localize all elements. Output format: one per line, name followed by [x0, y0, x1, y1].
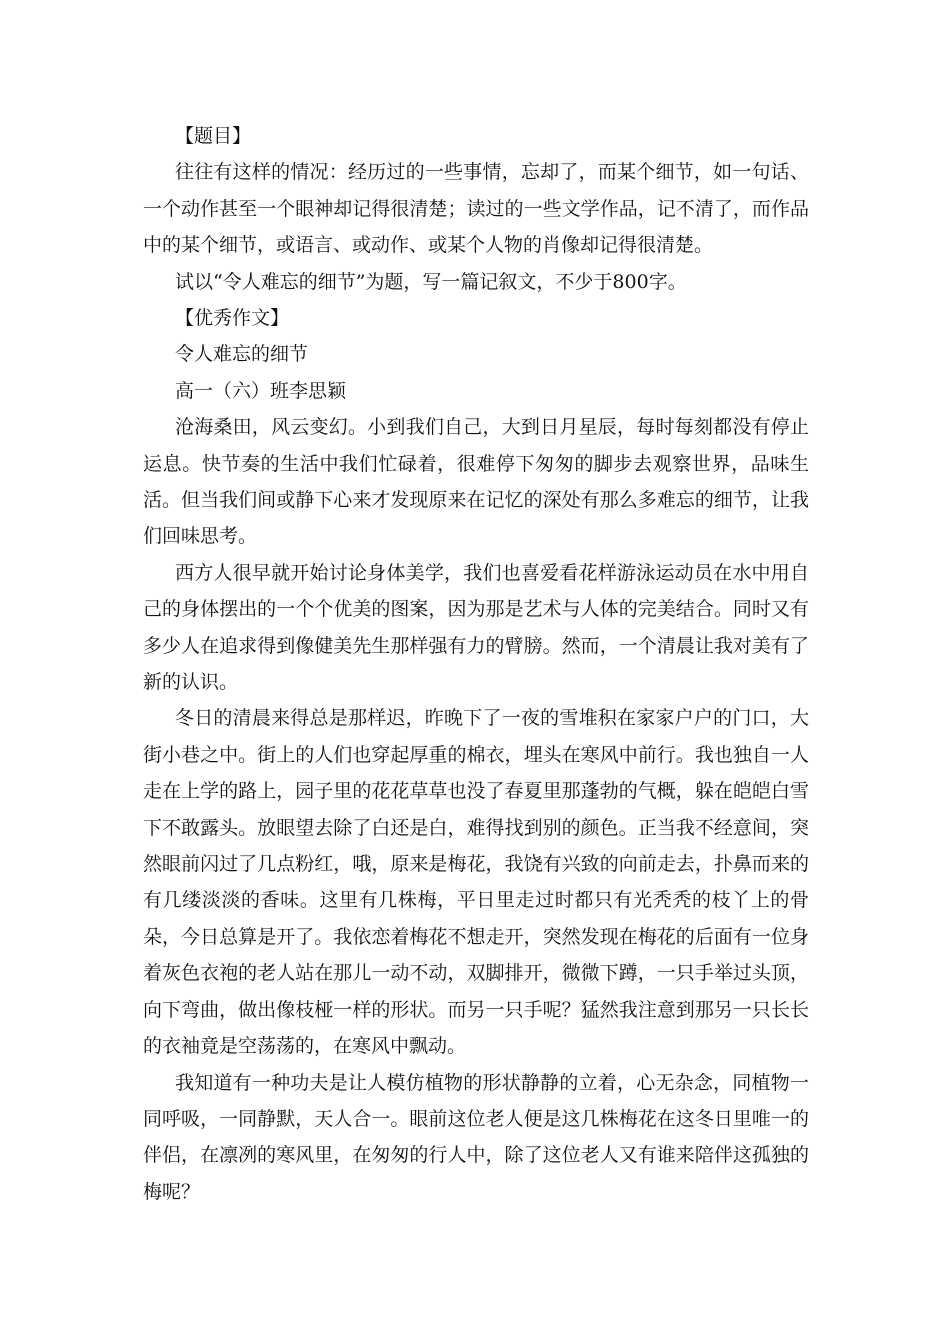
- topic-text: 往往有这样的情况：经历过的一些事情，忘却了，而某个细节，如一句话、一个动作甚至一个眼神却记得很清楚；读过的一些文学作品，记不清了，而作品中的某个细节，或语言、或动作、或某个人物的肖像却记得很清楚。: [143, 161, 809, 257]
- topic-instruction: 试以“令人难忘的细节”为题，写一篇记叙文，不少于800字。: [175, 270, 687, 293]
- essay-paragraph: 我知道有一种功夫是让人模仿植物的形状静静的立着，心无杂念，同植物一同呼吸，一同静默，天人合一。眼前这位老人便是这几株梅花在这冬日里唯一的伴侣，在凛冽的寒风里，在匆匆的行人中，除了这位老人又有谁来陪伴这孤独的梅呢？: [143, 1071, 809, 1203]
- essay-paragraph: 冬日的清晨来得总是那样迟，昨晚下了一夜的雪堆积在家家户户的门口，大街小巷之中。街上的人们也穿起厚重的棉衣，埋头在寒风中前行。我也独自一人走在上学的路上，园子里的花花草草也没了春夏里那蓬勃的气概，躲在皑皑白雪下不敢露头。放眼望去除了白还是白，难得找到别的颜色。正当我不经意间，突然眼前闪过了几点粉红，哦，原来是梅花，我饶有兴致的向前走去，扑鼻而来的有几缕淡淡的香味。这里有几株梅，平日里走过时都只有光秃秃的枝丫上的骨朵，今日总算是开了。我依恋着梅花不想走开，突然发现在梅花的后面有一位身着灰色衣袍的老人站在那儿一动不动，双脚排开，微微下蹲，一只手举过头顶，向下弯曲，做出像枝桠一样的形状。而另一只手呢？猛然我注意到那另一只长长的衣袖竟是空荡荡的，在寒风中飘动。: [143, 707, 809, 1058]
- essay-paragraph: 沧海桑田，风云变幻。小到我们自己，大到日月星辰，每时每刻都没有停止运息。快节奏的生活中我们忙碌着，很难停下匆匆的脚步去观察世界，品味生活。但当我们间或静下心来才发现原来在记忆的深处有那么多难忘的细节，让我们回味思考。: [143, 416, 809, 548]
- essay-paragraph: 西方人很早就开始讨论身体美学，我们也喜爱看花样游泳运动员在水中用自己的身体摆出的一个个优美的图案，因为那是艺术与人体的完美结合。同时又有多少人在追求得到像健美先生那样强有力的臂膀。然而，一个清晨让我对美有了新的认识。: [143, 561, 809, 694]
- topic-section-heading: 【题目】: [175, 125, 252, 147]
- essay-section-heading: 【优秀作文】: [175, 307, 290, 330]
- essay-title: 令人难忘的细节: [175, 343, 309, 366]
- document-page: [143, 118, 809, 1210]
- essay-author: 高一（六）班李思颖: [175, 379, 347, 402]
